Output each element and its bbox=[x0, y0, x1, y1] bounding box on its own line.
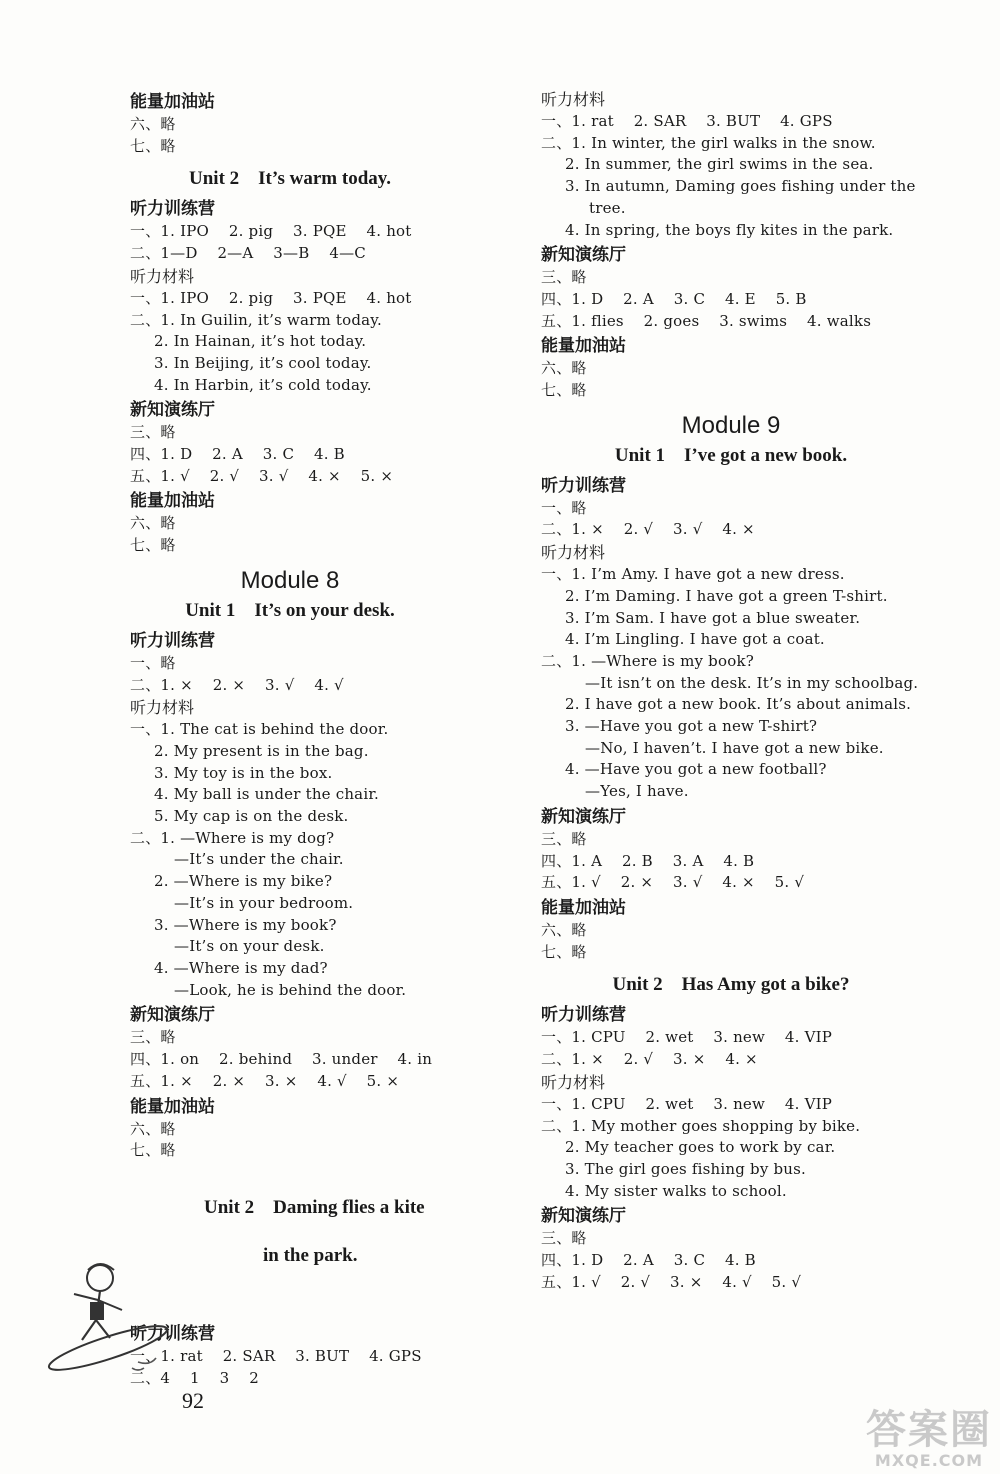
answer-line: 4. —Have you got a new football? bbox=[565, 760, 827, 779]
answer-line: 三、略 bbox=[130, 423, 176, 442]
answer-line: 3. In Beijing, it’s cool today. bbox=[154, 353, 372, 372]
section-heading: 能量加油站 bbox=[130, 92, 215, 112]
section-heading: 听力材料 bbox=[130, 266, 195, 286]
section-heading: 听力材料 bbox=[541, 1072, 606, 1092]
unit-title: Unit 1 I’ve got a new book. bbox=[614, 444, 848, 466]
answer-line: —Yes, I have. bbox=[585, 782, 689, 801]
answer-line: 五、1. √ 2. √ 3. × 4. √ 5. √ bbox=[541, 1272, 802, 1291]
answer-line: 二、1. My mother goes shopping by bike. bbox=[541, 1116, 861, 1135]
answer-line: 七、略 bbox=[541, 381, 587, 400]
answer-line: 4. My sister walks to school. bbox=[565, 1181, 787, 1200]
answer-line: 三、略 bbox=[541, 268, 587, 287]
section-heading: 听力材料 bbox=[541, 90, 606, 109]
answer-line: 六、略 bbox=[130, 514, 176, 533]
answer-line: 三、略 bbox=[541, 829, 587, 848]
answer-line: 二、1. In winter, the girl walks in the snow. bbox=[541, 133, 876, 152]
watermark-url: MXQE.COM bbox=[874, 1451, 984, 1470]
unit-title: Unit 1 It’s on your desk. bbox=[185, 599, 395, 621]
page-number: 92 bbox=[182, 1388, 204, 1413]
answer-line: 3. —Have you got a new T-shirt? bbox=[565, 717, 818, 736]
answer-line: 一、1. CPU 2. wet 3. new 4. VIP bbox=[541, 1094, 833, 1113]
answer-line: 六、略 bbox=[541, 920, 587, 939]
section-heading: 听力训练营 bbox=[130, 1323, 215, 1344]
answer-line: 四、1. A 2. B 3. A 4. B bbox=[541, 851, 755, 870]
answer-line: 一、略 bbox=[130, 653, 176, 672]
section-heading: 听力训练营 bbox=[130, 630, 215, 651]
answer-line: 2. In summer, the girl swims in the sea. bbox=[565, 155, 874, 174]
section-heading: 新知演练厅 bbox=[130, 400, 215, 421]
answer-line: 二、1—D 2—A 3—B 4—C bbox=[130, 244, 366, 263]
section-heading: 新知演练厅 bbox=[541, 806, 626, 827]
section-heading: 新知演练厅 bbox=[130, 1005, 215, 1026]
section-heading: 听力训练营 bbox=[541, 475, 626, 496]
answer-line: 三、略 bbox=[541, 1229, 587, 1248]
answer-line: 3. The girl goes fishing by bus. bbox=[565, 1159, 807, 1178]
answer-line: 3. My toy is in the box. bbox=[154, 763, 333, 782]
answer-line: 一、1. CPU 2. wet 3. new 4. VIP bbox=[541, 1028, 833, 1047]
answer-line: 2. My teacher goes to work by car. bbox=[565, 1138, 836, 1157]
answer-line: 一、1. I’m Amy. I have got a new dress. bbox=[541, 565, 845, 584]
answer-line: 七、略 bbox=[541, 942, 587, 961]
answer-line: 4. —Where is my dad? bbox=[154, 958, 328, 977]
answer-line: 3. —Where is my book? bbox=[154, 915, 337, 934]
answer-line: 六、略 bbox=[541, 359, 587, 378]
answer-line: 一、1. IPO 2. pig 3. PQE 4. hot bbox=[130, 288, 412, 307]
answer-line: 五、1. × 2. × 3. × 4. √ 5. × bbox=[130, 1071, 400, 1090]
answer-line: 四、1. D 2. A 3. C 4. B bbox=[541, 1251, 756, 1270]
answer-line: —No, I haven’t. I have got a new bike. bbox=[585, 738, 884, 757]
answer-line: 六、略 bbox=[130, 115, 176, 133]
unit-title bbox=[185, 1172, 450, 1316]
answer-line: 四、1. on 2. behind 3. under 4. in bbox=[130, 1050, 433, 1069]
answer-line: 一、1. rat 2. SAR 3. BUT 4. GPS bbox=[541, 112, 833, 130]
answer-line: 4. In spring, the boys fly kites in the park. bbox=[565, 220, 894, 239]
answer-line: 五、1. √ 2. × 3. √ 4. × 5. √ bbox=[541, 873, 805, 892]
module-title: Module 9 bbox=[681, 411, 781, 439]
module-title: Module 8 bbox=[240, 566, 340, 594]
answer-line: 4. My ball is under the chair. bbox=[154, 785, 380, 804]
answer-line: 一、1. IPO 2. pig 3. PQE 4. hot bbox=[130, 222, 412, 241]
answer-line: 七、略 bbox=[130, 136, 176, 155]
answer-line: 二、1. × 2. √ 3. √ 4. × bbox=[541, 520, 755, 539]
answer-line: 2. My present is in the bag. bbox=[154, 741, 369, 760]
answer-line: 五、1. √ 2. √ 3. √ 4. × 5. × bbox=[130, 466, 394, 485]
answer-line: 3. I’m Sam. I have got a blue sweater. bbox=[565, 608, 861, 627]
section-heading: 听力训练营 bbox=[130, 199, 215, 220]
answer-line: 二、1. —Where is my book? bbox=[541, 651, 754, 670]
answer-line: 五、1. flies 2. goes 3. swims 4. walks bbox=[541, 311, 872, 330]
answer-line: 二、1. —Where is my dog? bbox=[130, 828, 335, 847]
section-heading: 能量加油站 bbox=[130, 1096, 215, 1117]
answer-line: 4. In Harbin, it’s cold today. bbox=[154, 375, 372, 394]
section-heading: 新知演练厅 bbox=[541, 1206, 626, 1227]
answer-line: —Look, he is behind the door. bbox=[174, 980, 407, 999]
answer-line: tree. bbox=[589, 198, 626, 217]
section-heading: 听力材料 bbox=[130, 698, 195, 718]
answer-line: 三、略 bbox=[130, 1028, 176, 1047]
answer-line: —It’s under the chair. bbox=[174, 850, 344, 869]
answer-line: 四、1. D 2. A 3. C 4. B bbox=[130, 445, 345, 464]
answer-line: 2. I have got a new book. It’s about animals. bbox=[565, 695, 912, 714]
answer-line: 4. I’m Lingling. I have got a coat. bbox=[565, 630, 825, 649]
watermark bbox=[866, 1398, 992, 1470]
unit-title: Unit 2 It’s warm today. bbox=[189, 168, 391, 190]
answer-line: 四、1. D 2. A 3. C 4. E 5. B bbox=[541, 289, 807, 308]
answer-line: 5. My cap is on the desk. bbox=[154, 807, 349, 826]
answer-line: —It’s in your bedroom. bbox=[174, 893, 354, 912]
answer-line: —It isn’t on the desk. It’s in my schoolbag. bbox=[585, 673, 919, 692]
answer-line: 二、1. In Guilin, it’s warm today. bbox=[130, 310, 382, 329]
unit-title-line: in the park. bbox=[263, 1244, 358, 1266]
section-heading: 能量加油站 bbox=[130, 491, 215, 512]
section-heading: 新知演练厅 bbox=[541, 245, 626, 266]
surfer-illustration bbox=[38, 1240, 168, 1380]
answer-line: 一、1. The cat is behind the door. bbox=[130, 720, 389, 739]
answer-line: 一、略 bbox=[541, 498, 587, 517]
answer-line: 2. I’m Daming. I have got a green T-shirt. bbox=[565, 586, 888, 605]
answer-line: 2. In Hainan, it’s hot today. bbox=[154, 332, 367, 351]
answer-line: 七、略 bbox=[130, 1141, 176, 1160]
unit-title: Unit 2 Has Amy got a bike? bbox=[612, 974, 850, 996]
answer-line: —It’s on your desk. bbox=[174, 937, 325, 956]
unit-title-line: Unit 2 Daming flies a kite bbox=[204, 1196, 425, 1218]
answer-line: 六、略 bbox=[130, 1119, 176, 1138]
section-heading: 听力材料 bbox=[541, 543, 606, 563]
section-heading: 能量加油站 bbox=[541, 897, 626, 918]
answer-line: 二、1. × 2. √ 3. × 4. × bbox=[541, 1050, 758, 1069]
answer-line: 一、1. rat 2. SAR 3. BUT 4. GPS bbox=[130, 1346, 422, 1365]
watermark-logo: 答案圈 bbox=[866, 1407, 992, 1453]
answer-line: 七、略 bbox=[130, 536, 176, 555]
right-column bbox=[541, 88, 921, 1293]
answer-line: 2. —Where is my bike? bbox=[154, 872, 333, 891]
answer-line: 二、4 1 3 2 bbox=[130, 1368, 259, 1387]
answer-line: 二、1. × 2. × 3. √ 4. √ bbox=[130, 675, 344, 694]
left-column bbox=[130, 88, 450, 1389]
section-heading: 能量加油站 bbox=[541, 336, 626, 357]
section-heading: 听力训练营 bbox=[541, 1005, 626, 1026]
answer-line: 3. In autumn, Daming goes fishing under the bbox=[565, 177, 916, 196]
